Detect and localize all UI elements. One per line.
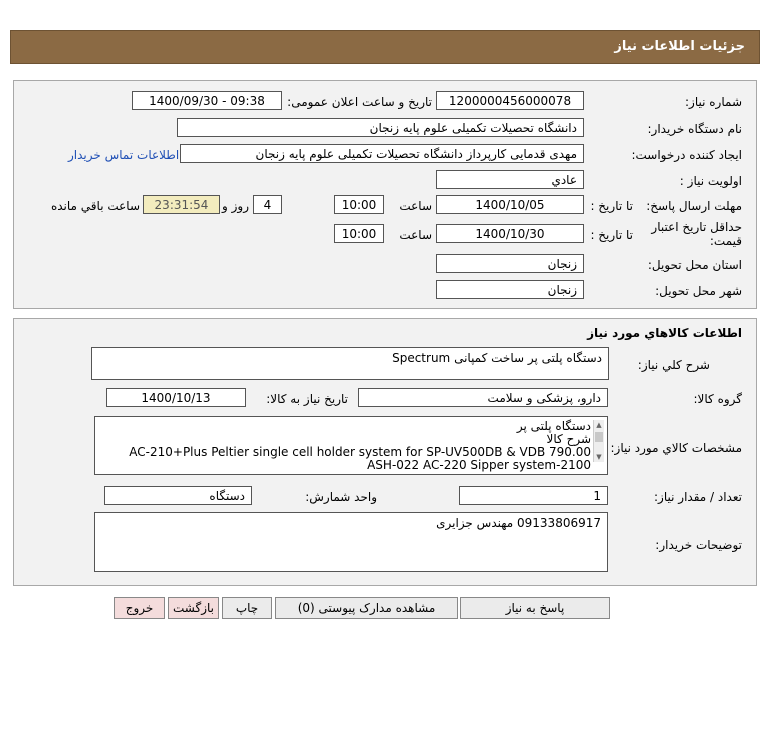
remaining-time-field: 23:31:54 bbox=[143, 195, 220, 214]
print-button[interactable]: چاپ bbox=[222, 597, 272, 619]
validity-time-field: 10:00 bbox=[334, 224, 384, 243]
buyer-notes-text: 09133806917 مهندس جزایری bbox=[436, 516, 601, 530]
goods-section-title: اطلاعات کالاهاي مورد نياز bbox=[587, 326, 742, 340]
quantity-field: 1 bbox=[459, 486, 608, 505]
priority-field: عادي bbox=[436, 170, 584, 189]
specs-line-3: AC-210+Plus Peltier single cell holder system for SP-UV500DB & VDB 790.00 bbox=[129, 445, 591, 459]
quantity-label: تعداد / مقدار نیاز: bbox=[654, 490, 742, 504]
validity-label: حداقل تاریخ اعتبار قیمت: bbox=[651, 220, 742, 248]
days-label: روز و bbox=[222, 199, 249, 213]
specs-line-2: شرح کالا bbox=[546, 432, 591, 446]
priority-label: اولویت نیاز : bbox=[679, 174, 742, 188]
buyer-field: دانشگاه تحصیلات تکمیلی علوم پایه زنجان bbox=[177, 118, 584, 137]
reply-button[interactable]: پاسخ به نیاز bbox=[460, 597, 610, 619]
buyer-label: نام دستگاه خریدار: bbox=[647, 122, 742, 136]
buyer-contact-link[interactable]: اطلاعات تماس خریدار bbox=[68, 148, 180, 162]
buyer-notes-label: توضیحات خریدار: bbox=[655, 538, 742, 552]
province-label: استان محل تحویل: bbox=[647, 258, 742, 272]
general-desc-text: دستگاه پلتی پر ساخت کمپانی Spectrum bbox=[392, 351, 602, 365]
goods-group-field: دارو، پزشکی و سلامت bbox=[358, 388, 608, 407]
validity-time-label: ساعت bbox=[399, 228, 432, 242]
exit-button[interactable]: خروج bbox=[114, 597, 165, 619]
goods-group-label: گروه کالا: bbox=[693, 392, 742, 406]
specs-scrollbar[interactable] bbox=[593, 420, 604, 462]
back-button[interactable]: بازگشت bbox=[168, 597, 219, 619]
need-date-field: 1400/10/13 bbox=[106, 388, 246, 407]
days-field: 4 bbox=[253, 195, 282, 214]
city-field: زنجان bbox=[436, 280, 584, 299]
general-desc-field bbox=[91, 347, 609, 380]
remaining-label: ساعت باقي مانده bbox=[50, 199, 140, 213]
creator-field: مهدی قدمایی کارپرداز دانشگاه تحصیلات تکمیلی علوم پایه زنجان bbox=[180, 144, 584, 163]
deadline-to-date-label: تا تاریخ : bbox=[590, 199, 633, 213]
need-number-label: شماره نیاز: bbox=[685, 95, 742, 109]
city-label: شهر محل تحویل: bbox=[655, 284, 742, 298]
announce-date-label: تاریخ و ساعت اعلان عمومی: bbox=[287, 95, 432, 109]
general-desc-label: شرح کلي نياز: bbox=[637, 358, 710, 372]
need-info-panel bbox=[13, 80, 757, 309]
page-header bbox=[10, 30, 760, 64]
deadline-date-field: 1400/10/05 bbox=[436, 195, 584, 214]
province-field: زنجان bbox=[436, 254, 584, 273]
page-title: جزئیات اطلاعات نیاز bbox=[614, 39, 745, 54]
announce-date-field: 1400/09/30 - 09:38 bbox=[132, 91, 282, 110]
specs-line-4: ASH-022 AC-220 Sipper system-2100 bbox=[367, 458, 591, 472]
creator-label: ایجاد کننده درخواست: bbox=[631, 148, 742, 162]
deadline-time-field: 10:00 bbox=[334, 195, 384, 214]
specs-listbox[interactable] bbox=[94, 416, 608, 475]
deadline-time-label: ساعت bbox=[399, 199, 432, 213]
buyer-notes-field bbox=[94, 512, 608, 572]
scroll-down-icon[interactable]: ▼ bbox=[596, 453, 602, 461]
attachments-button[interactable]: مشاهده مدارک پیوستی (0) bbox=[275, 597, 458, 619]
unit-field: دستگاه bbox=[104, 486, 252, 505]
need-number-field: 1200000456000078 bbox=[436, 91, 584, 110]
validity-to-date-label: تا تاریخ : bbox=[590, 228, 633, 242]
specs-line-1: دستگاه پلتی پر bbox=[516, 419, 591, 433]
need-date-label: تاریخ نیاز به کالا: bbox=[266, 392, 348, 406]
deadline-label: مهلت ارسال پاسخ: bbox=[646, 199, 742, 213]
specs-label: مشخصات کالاي مورد نياز: bbox=[610, 441, 742, 455]
scroll-up-icon[interactable]: ▲ bbox=[596, 421, 602, 429]
validity-date-field: 1400/10/30 bbox=[436, 224, 584, 243]
unit-label: واحد شمارش: bbox=[305, 490, 377, 504]
scroll-thumb[interactable] bbox=[595, 432, 603, 442]
